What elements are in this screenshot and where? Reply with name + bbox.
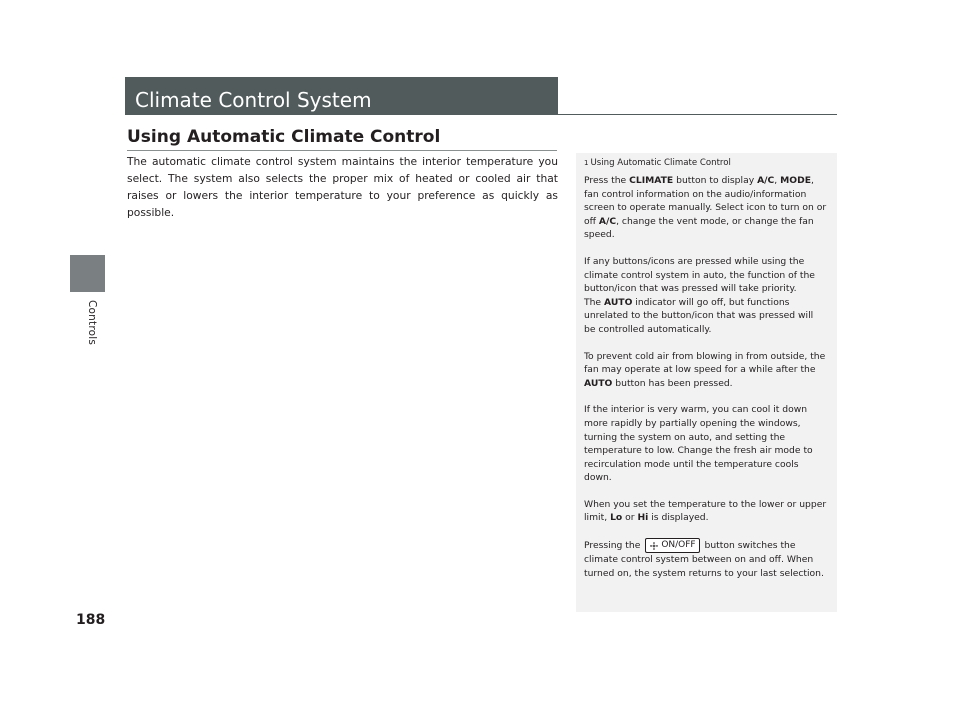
sidebar-paragraph-5 [584, 498, 827, 525]
chapter-tab [70, 255, 105, 292]
sidebar-title: Using Automatic Climate Control [590, 158, 731, 168]
button-name: CLIMATE [629, 175, 674, 186]
text: If any buttons/icons are pressed while using the climate control system in auto, the function of the button/icon that was pressed will take priority. [584, 255, 815, 295]
section-body: The automatic climate control system maintains the interior temperature you select. The system also selects the proper mix of heated or cooled air that raises or lowers the interior temperature to your preference as quickly as possible. [127, 155, 558, 219]
page-title [125, 77, 558, 115]
sidebar-header [584, 158, 827, 168]
on-off-button-graphic [645, 538, 699, 553]
sidebar-paragraph-6 [584, 538, 827, 580]
text: Press the [584, 175, 630, 186]
sidebar-note [576, 153, 837, 612]
display-value: Lo [610, 512, 623, 524]
text: , fan control information on the audio/information screen to operate manually. Select icon to turn on or off [584, 175, 827, 227]
display-value: Hi [637, 512, 649, 524]
text: The [584, 296, 605, 308]
text: Pressing the [584, 540, 644, 552]
fan-icon [649, 541, 659, 551]
button-name: AUTO [584, 377, 613, 389]
text: button switches the climate control system between on and off. When turned on, the system returns to your last selection. [584, 540, 824, 579]
sidebar-paragraph-2 [584, 255, 827, 337]
button-name: MODE [780, 175, 811, 186]
text: To prevent cold air from blowing in from outside, the fan may operate at low speed for a while after the [584, 350, 826, 376]
text: or [622, 512, 638, 524]
sidebar-paragraph-4 [584, 403, 827, 485]
heading-rule [127, 150, 557, 151]
text: button has been pressed. [612, 377, 733, 389]
sidebar-paragraph-3 [584, 350, 827, 391]
text: is displayed. [648, 512, 709, 524]
text: , change the vent mode, or change the fan speed. [584, 215, 814, 241]
title-rule [558, 114, 837, 115]
button-name: AUTO [604, 296, 633, 308]
section-heading: Using Automatic Climate Control [127, 127, 441, 147]
button-name: A/C [757, 175, 775, 186]
button-name: A/C [598, 215, 617, 227]
page-number: 188 [76, 612, 106, 628]
text: indicator will go off, but functions unrelated to the button/icon that was pressed will be controlled automatically. [584, 296, 814, 335]
text: If the interior is very warm, you can cool it down more rapidly by partially opening the windows, turning the system on auto, and setting the temperature to low. Change the fresh air mode to recirculation mode until the temperature cools down. [584, 404, 813, 484]
reference-number: 1 [584, 159, 589, 167]
chapter-label: Controls [86, 300, 98, 346]
text: button to display [673, 175, 758, 186]
on-off-label: ON/OFF [661, 539, 696, 550]
page-title-text: Climate Control System [135, 88, 372, 112]
sidebar-paragraph-1 [584, 174, 827, 242]
text: When you set the temperature to the lower or upper limit, [584, 498, 827, 524]
text: , [774, 175, 781, 186]
